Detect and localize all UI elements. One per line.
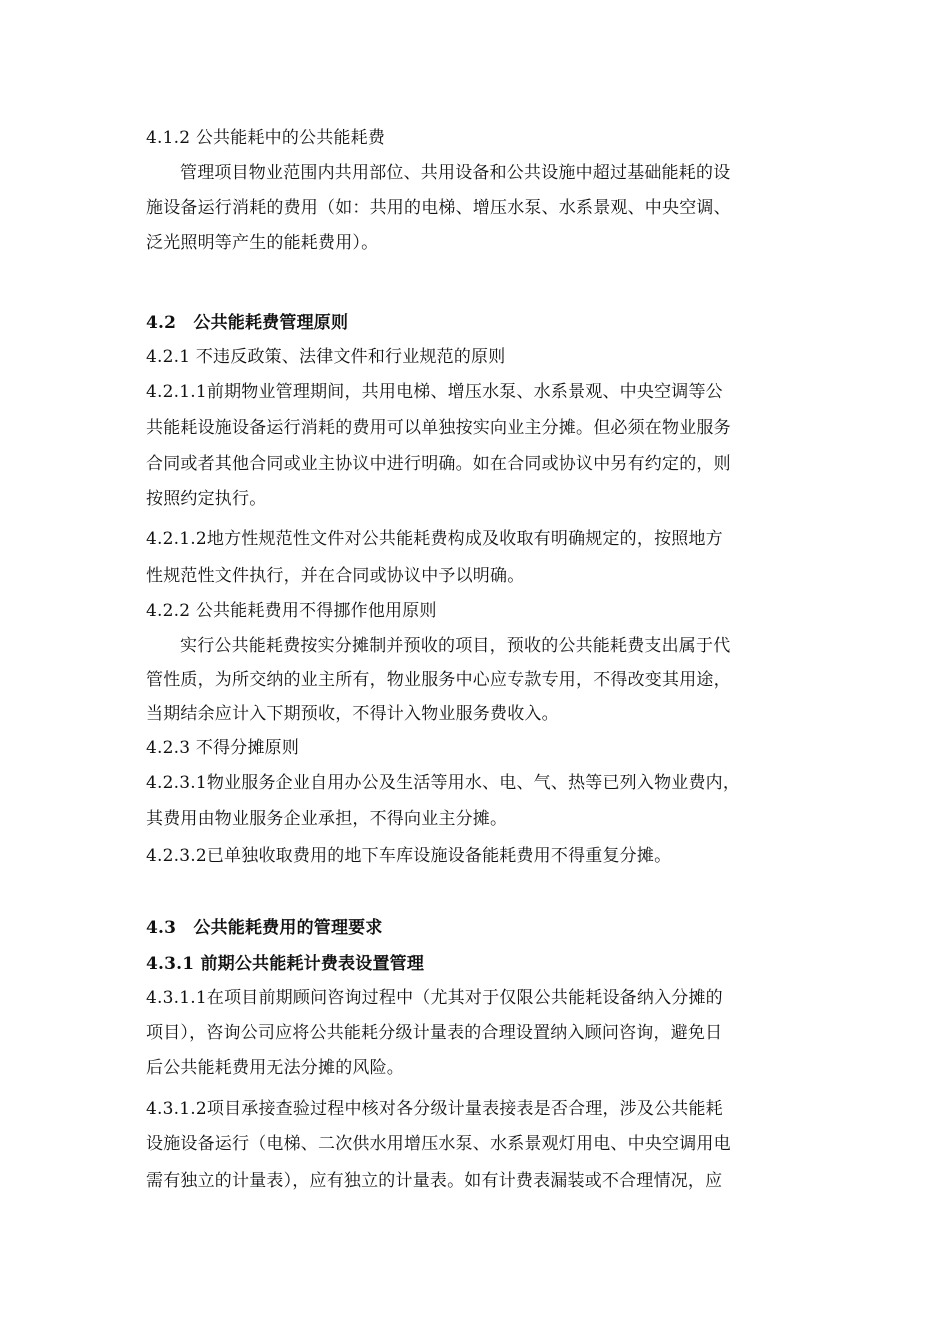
paragraph-line: 施设备运行消耗的费用（如：共用的电梯、增压水泵、水系景观、中央空调、 [146,198,731,218]
paragraph-line: 4.2.1.1前期物业管理期间，共用电梯、增压水泵、水系景观、中央空调等公 [146,382,723,402]
paragraph-line: 需有独立的计量表），应有独立的计量表。如有计费表漏装或不合理情况，应 [146,1171,723,1191]
paragraph-line: 泛光照明等产生的能耗费用）。 [146,233,379,253]
paragraph-line: 4.2.3.2已单独收取费用的地下车库设施设备能耗费用不得重复分摊。 [146,846,672,866]
paragraph-line: 项目），咨询公司应将公共能耗分级计量表的合理设置纳入顾问咨询，避免日 [146,1023,723,1043]
paragraph-line: 合同或者其他合同或业主协议中进行明确。如在合同或协议中另有约定的，则 [146,454,731,474]
subsection-heading-4-3-1: 4.3.1 前期公共能耗计费表设置管理 [146,954,425,974]
subsection-heading-4-1-2: 4.1.2 公共能耗中的公共能耗费 [146,128,386,148]
paragraph-line: 按照约定执行。 [146,489,267,509]
paragraph-line: 4.3.1.1在项目前期顾问咨询过程中（尤其对于仅限公共能耗设备纳入分摊的 [146,988,723,1008]
paragraph-line: 性规范性文件执行，并在合同或协议中予以明确。 [146,566,525,586]
paragraph-line: 4.2.3.1物业服务企业自用办公及生活等用水、电、气、热等已列入物业费内， [146,773,741,793]
paragraph-line: 实行公共能耗费按实分摊制并预收的项目，预收的公共能耗费支出属于代 [180,636,731,656]
paragraph-line: 其费用由物业服务企业承担，不得向业主分摊。 [146,809,508,829]
subsection-heading-4-2-1: 4.2.1 不违反政策、法律文件和行业规范的原则 [146,347,506,367]
paragraph-line: 4.2.1.2地方性规范性文件对公共能耗费构成及收取有明确规定的，按照地方 [146,529,723,549]
subsection-heading-4-2-3: 4.2.3 不得分摊原则 [146,738,300,758]
paragraph-line: 当期结余应计入下期预收，不得计入物业服务费收入。 [146,704,559,724]
section-heading-4-2: 4.2 公共能耗费管理原则 [146,313,349,333]
paragraph-line: 设施设备运行（电梯、二次供水用增压水泵、水系景观灯用电、中央空调用电 [146,1134,731,1154]
paragraph-line: 管理项目物业范围内共用部位、共用设备和公共设施中超过基础能耗的设 [180,163,731,183]
paragraph-line: 管性质，为所交纳的业主所有，物业服务中心应专款专用，不得改变其用途， [146,670,731,690]
paragraph-line: 4.3.1.2项目承接查验过程中核对各分级计量表接表是否合理，涉及公共能耗 [146,1099,723,1119]
subsection-heading-4-2-2: 4.2.2 公共能耗费用不得挪作他用原则 [146,601,437,621]
section-heading-4-3: 4.3 公共能耗费用的管理要求 [146,918,383,938]
paragraph-line: 共能耗设施设备运行消耗的费用可以单独按实向业主分摊。但必须在物业服务 [146,418,731,438]
paragraph-line: 后公共能耗费用无法分摊的风险。 [146,1058,404,1078]
